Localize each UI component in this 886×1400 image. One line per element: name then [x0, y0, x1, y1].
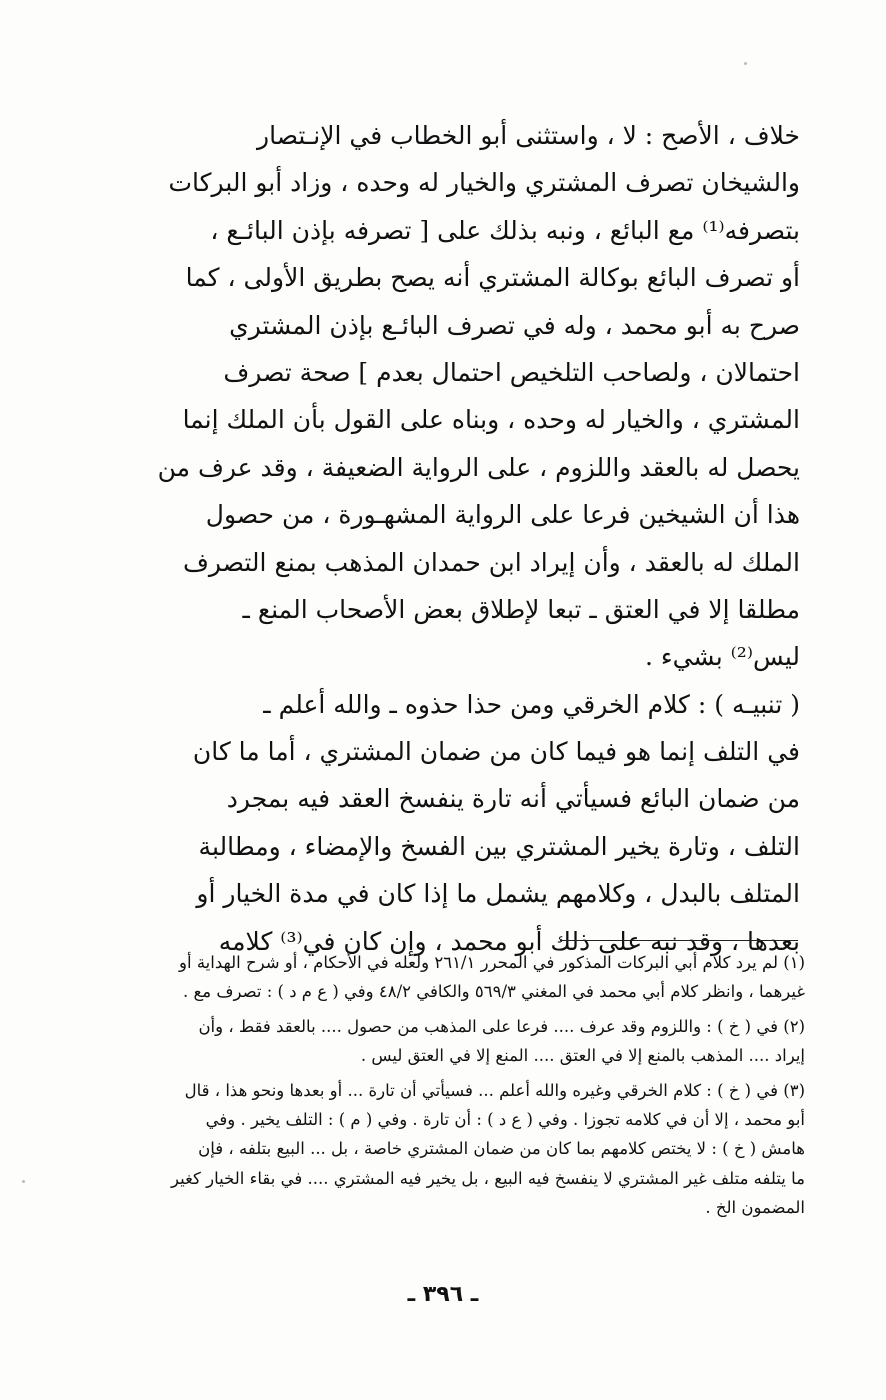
text-line: الملك له بالعقد ، وأن إيراد ابن حمدان المذهب بمنع التصرف: [183, 547, 800, 577]
footnote-separator: [560, 940, 798, 941]
text-line: أو تصرف البائع بوكالة المشتري أنه يصح بطريق الأولى ، كما: [185, 263, 800, 293]
text-line: مطلقا إلا في العتق ـ تبعا لإطلاق بعض الأصحاب المنع ـ: [242, 594, 800, 624]
text-line: التلف ، وتارة يخير المشتري بين الفسخ والإمضاء ، ومطالبة: [198, 831, 800, 861]
text-line: المتلف بالبدل ، وكلامهم يشمل ما إذا كان في مدة الخيار أو: [196, 879, 800, 909]
footnote-line: ما يتلفه متلف غير المشتري لا ينفسخ فيه البيع ، بل يخير فيه المشتري .... في بقاء الخيار كغير: [170, 1168, 805, 1188]
footnote-line: (٢) في ( خ ) : واللزوم وقد عرف .... فرعا على المذهب من حصول .... بالعقد فقط ، وأن: [198, 1016, 805, 1036]
text-line: والشيخان تصرف المشتري والخيار له وحده ، وزاد أبو البركات: [168, 168, 800, 198]
page-number: ـ ٣٩٦ ـ: [407, 1282, 479, 1307]
text-line: هذا أن الشيخين فرعا على الرواية المشهـورة ، من حصول: [205, 500, 800, 530]
text-line: من ضمان البائع فسيأتي أنه تارة ينفسخ العقد فيه بمجرد: [226, 784, 800, 814]
text-line: المشتري ، والخيار له وحده ، وبناه على القول بأن الملك إنما: [182, 405, 800, 435]
footnote-line: غيرهما ، وانظر كلام أبي محمد في المغني ٥٦٩/٣ والكافي ٤٨/٢ وفي ( ع م د ) : تصرف مع .: [183, 982, 805, 1002]
text-line: خلاف ، الأصح : لا ، واستثنى أبو الخطاب في الإنـتصار: [257, 121, 800, 150]
scan-speck: [22, 1180, 25, 1183]
text-line: بعدها ، وقد نبه على ذلك أبو محمد ، وإن كان في⁽³⁾ كلامه: [218, 926, 800, 956]
footnotes-block: [95, 948, 805, 1223]
scan-speck: [744, 62, 747, 65]
footnote-line: (١) لم يرد كلام أبي البركات المذكور في المحرر ٢٦١/١ ولعله في الأحكام ، أو شرح الهداية أو: [179, 953, 805, 972]
text-line: بتصرفه⁽¹⁾ مع البائع ، ونبه بذلك على [ تصرفه بإذن البائـع ،: [210, 215, 800, 245]
text-line: يحصل له بالعقد واللزوم ، على الرواية الضعيفة ، وقد عرف من: [157, 452, 800, 482]
text-line: في التلف إنما هو فيما كان من ضمان المشتري ، أما ما كان: [192, 737, 800, 767]
text-line: احتمالان ، ولصاحب التلخيص احتمال بعدم ] صحة تصرف: [223, 357, 800, 387]
footnote-line: (٣) في ( خ ) : كلام الخرقي وغيره والله أعلم ... فسيأتي أن تارة ... أو بعدها ونحو هذا ، قال: [184, 1080, 805, 1100]
footnote-line: هامش ( خ ) : لا يختص كلامهم بما كان من ضمان المشتري خاصة ، بل ... البيع بتلفه ، فإن: [198, 1139, 805, 1159]
main-text-block: [100, 112, 800, 965]
footnote-line: المضمون الخ .: [705, 1198, 805, 1218]
text-line: ( تنبيـه ) : كلام الخرقي ومن حذا حذوه ـ والله أعلم ـ: [263, 689, 800, 719]
footnote-line: إيراد .... المذهب بالمنع إلا في العتق .... المنع إلا في العتق ليس .: [360, 1046, 805, 1066]
footnote: [95, 948, 805, 1007]
footnote: [95, 1012, 805, 1071]
footnote-line: أبو محمد ، إلا أن في كلامه تجوزا . وفي ( ع د ) : أن تارة . وفي ( م ) : التلف يخير . وفي: [205, 1109, 805, 1129]
text-line: صرح به أبو محمد ، وله في تصرف البائـع بإذن المشتري: [229, 310, 800, 340]
text-line: ليس⁽²⁾ بشيء .: [644, 642, 800, 672]
footnote: [95, 1076, 805, 1223]
